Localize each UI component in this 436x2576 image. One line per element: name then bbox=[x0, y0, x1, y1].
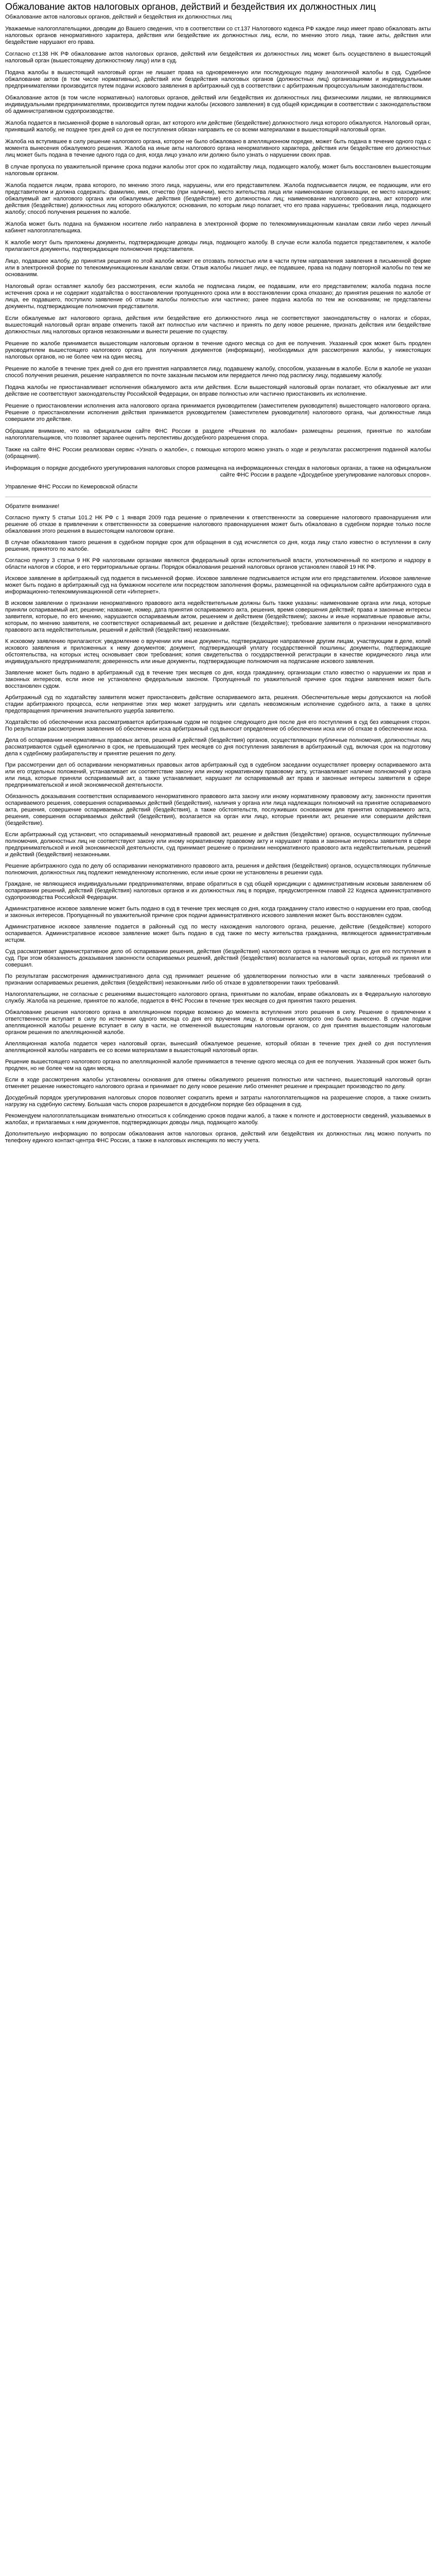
paragraph: Подача жалобы не приостанавливает исполнения обжалуемого акта или действия. Если вышестоящий налоговый орган полагает, что обжалуемые акт или действие не соответствуют законодательству Российской Федерации, он вправе полностью или частично приостановить их исполнение. bbox=[5, 384, 431, 397]
paragraph: К исковому заявлению прилагаются: уведомление о вручении или иные документы, подтверждающие направление другим лицам, участвующим в деле, копий искового заявления и приложенных к нему документов; документ, подтверждающий уплату государственной пошлины; документы, подтверждающие обстоятельства, на которых истец основывает свои требования; копия свидетельства о государственной регистрации в качестве юридического лица или индивидуального предпринимателя; доверенность или иные документы, подтверждающие полномочия на подписание искового заявления. bbox=[5, 638, 431, 665]
paragraph: Управление ФНС России по Кемеровской области bbox=[5, 484, 138, 490]
page-title: Обжалование актов налоговых органов, действий и бездействия их должностных лиц bbox=[5, 2, 376, 12]
paragraph: Согласно пункту 3 статьи 9 НК РФ налоговыми органами являются федеральный орган исполнительной власти, уполномоченный по контролю и надзору в области налогов и сборов, и его территориальные органы. Порядок обжалования решений налоговых органов установлен главой 19 НК РФ. bbox=[5, 557, 431, 570]
paragraph: Административное исковое заявление подается в районный суд по месту нахождения налогового органа, решение, действие (бездействие) которого оспаривается. Административное исковое заявление может быть подано в суд также по месту жительства гражданина, являющегося административным истцом. bbox=[5, 924, 431, 943]
paragraph: Ходатайство об обеспечении иска рассматривается арбитражным судом не позднее следующего дня после дня его поступления в суд без извещения сторон. По результатам рассмотрения заявления об обеспечении иска арбитражный суд выносит определение об обеспечении иска или об отказе в обеспечении иска. bbox=[5, 719, 431, 732]
paragraph: Жалоба подается в письменной форме в налоговый орган, акт которого или действие (бездействие) должностного лица которого обжалуются. Налоговый орган, принявший жалобу, не позднее трех дней со дня ее поступления обязан направить ее со всеми материалами в вышестоящий налоговый орган. bbox=[5, 120, 431, 133]
paragraph: Жалоба может быть подана на бумажном носителе либо направлена в электронной форме по телекоммуникационным каналам связи либо через личный кабинет налогоплательщика. bbox=[5, 221, 431, 234]
paragraph: Если обжалуемые акт налогового органа, действия или бездействие его должностного лица не соответствуют законодательству о налогах и сборах, вышестоящий налоговый орган вправе отменить такой акт полностью или частично и принять по делу новое решение, признать действия или бездействие должностных лиц налоговых органов незаконными и вынести решение по существу. bbox=[5, 315, 431, 335]
paragraph: Заявление может быть подано в арбитражный суд в течение трех месяцев со дня, когда гражданину, организации стало известно о нарушении их прав и законных интересов, если иное не установлено федеральным законом. Пропущенный по уважительной причине срок подачи заявления может быть восстановлен судом. bbox=[5, 670, 431, 689]
paragraph: Административное исковое заявление может быть подано в суд в течение трех месяцев со дня, когда гражданину стало известно о нарушении его прав, свобод и законных интересов. Пропущенный по уважительной причине срок подачи административного искового заявления может быть восстановлен судом. bbox=[5, 906, 431, 919]
paragraph: Уважаемые налогоплательщики, доводим до Вашего сведения, что в соответствии со ст.137 Налогового кодекса РФ каждое лицо имеет право обжаловать акты налоговых органов ненормативного характера, действия или бездействие их должностных лиц, если, по мнению этого лица, такие акты, действия или бездействие нарушают его права. bbox=[5, 26, 431, 45]
paragraph: Обращаем внимание, что на официальном сайте ФНС России в разделе «Решения по жалобам» размещены решения, принятые по жалобам налогоплательщиков, что позволяет заранее оценить перспективы досудебного разрешения спора. bbox=[5, 428, 431, 441]
paragraph: Граждане, не являющиеся индивидуальными предпринимателями, вправе обратиться в суд общей юрисдикции с административным исковым заявлением об оспаривании решений, действий (бездействия) налоговых органов и их должностных лиц в порядке, предусмотренном главой 22 Кодекса административного судопроизводства Российской Федерации. bbox=[5, 881, 431, 901]
note-heading: Обратите внимание! bbox=[5, 503, 60, 510]
paragraph: Решение по жалобе в течение трех дней со дня его принятия направляется лицу, подавшему жалобу, способом, указанным в жалобе. Если в жалобе не указан способ получения решения, решение направляется по почте заказным письмом или передается лично под расписку лицу, подавшему жалобу. bbox=[5, 366, 431, 379]
paragraph: Налогоплательщики, не согласные с решениями вышестоящего налогового органа, принятыми по жалобам, вправе обжаловать их в Федеральную налоговую службу. Жалоба на решение, принятое по жалобе, подается в ФНС России в течение трех месяцев со дня принятия такого решения. bbox=[5, 991, 431, 1004]
paragraph: В случае пропуска по уважительной причине срока подачи жалобы этот срок по ходатайству лица, подающего жалобу, может быть восстановлен вышестоящим налоговым органом. bbox=[5, 164, 431, 177]
paragraph: Суд рассматривает административное дело об оспаривании решения, действия (бездействия) налогового органа в течение месяца со дня его поступления в суд. При этом обязанность доказывания законности оспариваемых решений, действий (бездействия) возлагается на налоговый орган, который их принял или совершил. bbox=[5, 948, 431, 968]
paragraph: Исковое заявление в арбитражный суд подается в письменной форме. Исковое заявление подписывается истцом или его представителем. Исковое заявление может быть подано в арбитражный суд на бумажном носителе или посредством заполнения формы, размещенной на официальном сайте арбитражного суда в информационно-телекоммуникационной сети «Интернет». bbox=[5, 575, 431, 595]
paragraph: Согласно ст.138 НК РФ обжалование актов налоговых органов, действий или бездействия их должностных лиц может быть осуществлено в вышестоящий налоговый орган (вышестоящему должностному лицу) или в суд. bbox=[5, 51, 431, 64]
paragraph: Также на сайте ФНС России реализован сервис «Узнать о жалобе», с помощью которого можно узнать о ходе и результатах рассмотрения поданной жалобы (обращения). bbox=[5, 447, 431, 460]
paragraph: Апелляционная жалоба подается через налоговый орган, вынесший обжалуемое решение, который обязан в течение трех дней со дня поступления апелляционной жалобы направить ее со всеми материалами в вышестоящий налоговый орган. bbox=[5, 1041, 431, 1054]
paragraph: Арбитражный суд по ходатайству заявителя может приостановить действие оспариваемого акта, решения. Обеспечительные меры допускаются на любой стадии арбитражного процесса, если непринятие этих мер может затруднить или сделать невозможным исполнение судебного акта, а также в целях предотвращения причинения значительного ущерба заявителю. bbox=[5, 694, 431, 714]
paragraph: В исковом заявлении о признании ненормативного правового акта недействительным должны быть также указаны: наименование органа или лица, которые приняли оспариваемый акт, решение; название, номер, дата принятия оспариваемого акта, решения, время совершения действий; права и законные интересы заявителя, которые, по его мнению, нарушаются оспариваемым актом, решением и действием (бездействием); законы и иные нормативные правовые акты, которым, по мнению заявителя, не соответствуют оспариваемый акт, решение и действие (бездействие); требование заявителя о признании ненормативного правового акта недействительным, решений и действий (бездействия) незаконными. bbox=[5, 600, 431, 633]
paragraph: Если в ходе рассмотрения жалобы установлены основания для отмены обжалуемого решения полностью или частично, вышестоящий налоговый орган отменяет решение нижестоящего налогового органа и принимает по делу новое решение либо отменяет решение и прекращает производство по делу. bbox=[5, 1077, 431, 1090]
paragraph: Если арбитражный суд установит, что оспариваемый ненормативный правовой акт, решение и действия (бездействие) органов, осуществляющих публичные полномочия, должностных лиц не соответствуют закону или иному нормативному правовому акту и нарушают права и законные интересы заявителя в сфере предпринимательской и иной экономической деятельности, суд принимает решение о признании ненормативного правового акта недействительным, решений и действий (бездействия) незаконными. bbox=[5, 832, 431, 858]
paragraph: Жалоба подается лицом, права которого, по мнению этого лица, нарушены, или его представителем. Жалоба подписывается лицом, ее подающим, или его представителем и должна содержать: фамилию, имя, отчество (при наличии), место жительства лица или наименование организации, ее место нахождения; обжалуемый акт налогового органа или обжалуемые действия (бездействие) его должностных лиц; наименование налогового органа, акт которого или действия (бездействие) должностных лиц которого обжалуются; основания, по которым лицо полагает, что его права нарушены; требования лица, подающего жалобу; способ получения решения по жалобе. bbox=[5, 182, 431, 215]
paragraph: К жалобе могут быть приложены документы, подтверждающие доводы лица, подающего жалобу. В случае если жалоба подается представителем, к жалобе прилагаются документы, подтверждающие полномочия представителя. bbox=[5, 240, 431, 252]
paragraph: По результатам рассмотрения административного дела суд принимает решение об удовлетворении полностью или в части заявленных требований о признании оспариваемых решения, действия (бездействия) незаконными либо об отказе в удовлетворении таких требований. bbox=[5, 973, 431, 986]
paragraph: В случае обжалования такого решения в судебном порядке срок для обращения в суд исчисляется со дня, когда лицу стало известно о вступлении в силу решения, принятого по жалобе. bbox=[5, 539, 431, 552]
paragraph: Обязанность доказывания соответствия оспариваемого ненормативного правового акта закону или иному нормативному правовому акту, законности принятия оспариваемого решения, совершения оспариваемых действий (бездействия), наличия у органа или лица надлежащих полномочий на принятие оспариваемого акта, решения, совершение оспариваемых действий (бездействия), а также обстоятельств, послуживших основанием для принятия оспариваемого акта, решения, совершения оспариваемых действий (бездействия), возлагается на орган или лицо, которые приняли акт, решение или совершили действия (бездействие). bbox=[5, 793, 431, 826]
paragraph: Подача жалобы в вышестоящий налоговый орган не лишает права на одновременную или последующую подачу аналогичной жалобы в суд. Судебное обжалование актов (в том числе нормативных), действий или бездействия налоговых органов (должностных лиц) организациями и индивидуальными предпринимателями производится путем подачи искового заявления в арбитражный суд в соответствии с арбитражным процессуальным законодательством. bbox=[5, 70, 431, 89]
signature-line: Информация о порядке досудебного урегулирования налоговых споров размещена на информационных стендах в налоговых органах, а также на официальном сайте ФНС России в разделе «Досудебное урегулирование налоговых споров». bbox=[5, 465, 431, 478]
paragraph: Решение о приостановлении исполнения акта налогового органа принимается руководителем (заместителем руководителя) вышестоящего налогового органа. Решение о приостановлении исполнения действия принимается руководителем (заместителем руководителя) налогового органа, чьи должностные лица совершили это действие. bbox=[5, 403, 431, 422]
paragraph: Решение по жалобе принимается вышестоящим налоговым органом в течение одного месяца со дня ее получения. Указанный срок может быть продлен руководителем вышестоящего налогового органа для получения документов (информации), необходимых для рассмотрения жалобы, у нижестоящих налоговых органов, но не более чем на один месяц. bbox=[5, 341, 431, 360]
paragraph: Обжалование актов (в том числе нормативных) налоговых органов, действий или бездействия их должностных лиц физическими лицами, не являющимися индивидуальными предпринимателями, производится путем подачи жалобы (искового заявления) в суд общей юрисдикции в соответствии с законодательством об административном судопроизводстве. bbox=[5, 95, 431, 114]
paragraph: Налоговый орган оставляет жалобу без рассмотрения, если жалоба не подписана лицом, ее подавшим, или его представителем; жалоба подана после истечения срока и не содержит ходатайства о восстановлении пропущенного срока или в восстановлении срока отказано; до принятия решения по жалобе от лица, ее подавшего, поступило заявление об отзыве жалобы полностью или частично; ранее подана жалоба по тем же основаниям; не представлены документы, подтверждающие полномочия представителя. bbox=[5, 283, 431, 310]
paragraph: Лицо, подавшее жалобу, до принятия решения по этой жалобе может ее отозвать полностью или в части путем направления заявления в письменной форме или в электронной форме по телекоммуникационным каналам связи. Отзыв жалобы лишает лицо, ее подавшее, права на подачу повторной жалобы по тем же основаниям. bbox=[5, 258, 431, 278]
paragraph: Обжалование актов налоговых органов, действий и бездействия их должностных лиц bbox=[5, 14, 232, 20]
paragraph: При рассмотрении дел об оспаривании ненормативных правовых актов арбитражный суд в судебном заседании осуществляет проверку оспариваемого акта или его отдельных положений, устанавливает их соответствие закону или иному нормативному правовому акту, устанавливает наличие полномочий у органа или лица, которые приняли оспариваемый акт, а также устанавливает, нарушают ли оспариваемый акт права и законные интересы заявителя в сфере предпринимательской и иной экономической деятельности. bbox=[5, 762, 431, 788]
paragraph: Дополнительную информацию по вопросам обжалования актов налоговых органов, действий или бездействия их должностных лиц можно получить по телефону единого контакт-центра ФНС России, а также в налоговых инспекциях по месту учета. bbox=[5, 1131, 431, 1144]
paragraph: Досудебный порядок урегулирования налоговых споров позволяет сократить время и затраты налогоплательщиков на разрешение споров, а также снизить нагрузку на судебную систему. Большая часть споров разрешается в досудебном порядке без обращения в суд. bbox=[5, 1095, 431, 1108]
page bbox=[0, 0, 436, 1154]
paragraph: Решение вышестоящего налогового органа по апелляционной жалобе принимается в течение одного месяца со дня ее получения. Указанный срок может быть продлен, но не более чем на один месяц. bbox=[5, 1059, 431, 1072]
article-main bbox=[5, 14, 431, 490]
paragraph: Обжалование решения налогового органа в апелляционном порядке возможно до момента вступления этого решения в силу. Решение о привлечении к ответственности вступает в силу по истечении одного месяца со дня его вручения лицу, в отношении которого оно было вынесено. В случае подачи апелляционной жалобы решение вступает в силу в части, не отмененной вышестоящим налоговым органом, со дня принятия вышестоящим налоговым органом решения по апелляционной жалобе. bbox=[5, 1009, 431, 1036]
paragraph: Жалоба на вступившее в силу решение налогового органа, которое не было обжаловано в апелляционном порядке, может быть подана в течение одного года с момента вынесения обжалуемого решения. Жалоба на иные акты налогового органа ненормативного характера, действия или бездействие его должностных лиц может быть подана в течение одного года со дня, когда лицо узнало или должно было узнать о нарушении своих прав. bbox=[5, 139, 431, 158]
paragraph: Согласно пункту 5 статьи 101.2 НК РФ с 1 января 2009 года решение о привлечении к ответственности за совершение налогового правонарушения или решение об отказе в привлечении к ответственности за совершение налогового правонарушения может быть обжаловано в судебном порядке только после обжалования этого решения в вышестоящем налоговом органе. bbox=[5, 515, 431, 534]
paragraph: Решение арбитражного суда по делу об оспаривании ненормативного правового акта, решения и действия (бездействия) органов, осуществляющих публичные полномочия, должностных лиц подлежит немедленному исполнению, если иные сроки не установлены в решении суда. bbox=[5, 863, 431, 876]
paragraph: Дела об оспаривании ненормативных правовых актов, решений и действий (бездействия) органов, осуществляющих публичные полномочия, должностных лиц рассматриваются судьей единолично в срок, не превышающий трех месяцев со дня поступления заявления в арбитражный суд, включая срок на подготовку дела к судебному разбирательству и принятие решения по делу. bbox=[5, 737, 431, 757]
paragraph: Рекомендуем налогоплательщикам внимательно относиться к соблюдению сроков подачи жалоб, а также к полноте и достоверности сведений, указываемых в жалобах, и прилагаемых к ним документов, подтверждающих доводы лица, подающего жалобу. bbox=[5, 1113, 431, 1126]
article-secondary bbox=[5, 503, 431, 1144]
